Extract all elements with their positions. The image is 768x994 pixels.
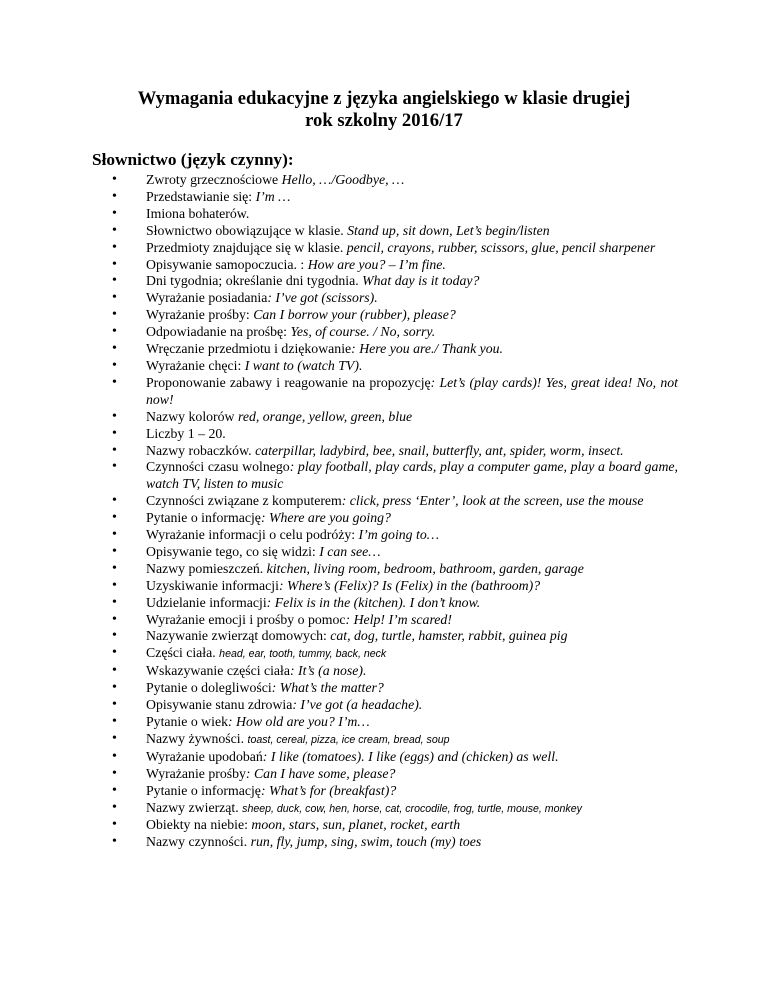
list-item (112, 595, 678, 612)
item-example: : Can I have some, please? (245, 765, 396, 781)
item-label: Nazywanie zwierząt domowych: (146, 628, 331, 644)
list-item (112, 800, 678, 818)
item-example: toast, cereal, pizza, ice cream, bread, soup (247, 733, 450, 746)
item-label: Czynności związane z komputerem (146, 493, 342, 509)
item-example: : Help! I’m scared! (345, 611, 452, 627)
item-label: Przedstawianie się: (146, 188, 256, 204)
item-example: I want to (watch TV). (244, 357, 363, 373)
item-example: How are you? – I’m fine. (307, 256, 446, 272)
list-item (112, 783, 678, 800)
item-label: Zwroty grzecznościowe (146, 172, 282, 187)
item-example: moon, stars, sun, planet, rocket, earth (251, 817, 461, 833)
item-label: Wyrażanie chęci: (146, 357, 245, 373)
list-item (112, 749, 678, 766)
item-example: : click, press ‘Enter’, look at the screen, use the mouse (341, 493, 644, 509)
item-label: Imiona bohaterów. (146, 205, 250, 221)
list-item (112, 510, 678, 527)
list-item (112, 375, 678, 409)
item-example: : It’s (a nose). (290, 663, 367, 679)
item-example: : I’ve got (a headache). (292, 697, 423, 713)
item-label: Słownictwo obowiązujące w klasie. (146, 222, 348, 238)
item-example: caterpillar, ladybird, bee, snail, butterfly, ant, spider, worm, insect. (255, 442, 624, 458)
list-item (112, 680, 678, 697)
list-item (112, 324, 678, 341)
item-example: : play football, play cards, play a computer game, play a board game, watch TV, listen to music (146, 459, 678, 492)
item-label: Pytanie o dolegliwości (146, 680, 272, 696)
item-example: I’m … (255, 188, 291, 204)
list-item (112, 409, 678, 426)
item-example: What day is it today? (362, 273, 480, 289)
item-label: Nazwy robaczków. (146, 442, 256, 458)
list-item (112, 817, 678, 834)
list-item (112, 628, 678, 645)
item-label: Części ciała. (146, 645, 220, 661)
item-label: Uzyskiwanie informacji (146, 577, 279, 593)
item-example: sheep, duck, cow, hen, horse, cat, crocodile, frog, turtle, mouse, monkey (242, 802, 582, 815)
item-example: head, ear, tooth, tummy, back, neck (219, 648, 387, 661)
item-label: Nazwy zwierząt. (146, 799, 243, 815)
item-example: : What’s the matter? (271, 680, 384, 696)
item-label: Wskazywanie części ciała (146, 663, 291, 679)
list-item (112, 426, 678, 443)
item-label: Czynności czasu wolnego (146, 459, 290, 475)
item-label: Wyrażanie informacji o celu podróży: (146, 527, 359, 543)
item-example: I can see… (319, 543, 381, 559)
list-item (112, 358, 678, 375)
item-example: Yes, of course. / No, sorry. (290, 324, 436, 340)
item-example: : How old are you? I’m… (228, 714, 370, 729)
list-item (112, 172, 678, 189)
item-label: Wyrażanie upodobań (146, 748, 263, 764)
item-label: Liczby 1 – 20. (146, 425, 226, 441)
item-example: : Where are you going? (260, 510, 391, 526)
item-example: Can I borrow your (rubber), please? (253, 307, 456, 323)
list-item (112, 341, 678, 358)
list-item (112, 290, 678, 307)
item-label: Nazwy żywności. (146, 730, 248, 746)
list-item (112, 206, 678, 223)
item-label: Pytanie o informację (146, 782, 261, 798)
vocabulary-list (112, 172, 678, 851)
list-item (112, 527, 678, 544)
item-label: Przedmioty znajdujące się w klasie. (146, 239, 347, 255)
list-item (112, 223, 678, 240)
item-example: Stand up, sit down, Let’s begin/listen (347, 222, 550, 238)
title-line-1: Wymagania edukacyjne z języka angielskiego w klasie drugiej (137, 88, 631, 109)
section-heading: Słownictwo (język czynny): (92, 150, 294, 169)
list-item (112, 714, 678, 731)
item-label: Odpowiadanie na prośbę: (146, 324, 291, 340)
item-label: Wyrażanie posiadania (146, 290, 268, 306)
item-label: Pytanie o wiek (146, 714, 228, 729)
list-item (112, 834, 678, 851)
item-example: pencil, crayons, rubber, scissors, glue, pencil sharpener (346, 239, 656, 255)
list-item (112, 578, 678, 595)
item-label: Wyrażanie prośby: (146, 307, 254, 323)
item-example: red, orange, yellow, green, blue (237, 408, 413, 424)
item-label: Obiekty na niebie: (146, 817, 252, 833)
item-label: Opisywanie tego, co się widzi: (146, 543, 320, 559)
item-label: Pytanie o informację (146, 510, 261, 526)
list-item (112, 697, 678, 714)
item-example: kitchen, living room, bedroom, bathroom, garden, garage (266, 560, 584, 576)
item-label: Dni tygodnia; określanie dni tygodnia. (146, 273, 363, 289)
item-label: Proponowanie zabawy i reagowanie na propozycję (146, 374, 431, 390)
item-label: Wyrażanie prośby (146, 765, 246, 781)
item-label: Nazwy czynności. (146, 834, 251, 850)
item-label: Nazwy kolorów (146, 408, 238, 424)
item-example: : Let’s (play cards)! Yes, great idea! No, not now! (146, 374, 678, 407)
list-item (112, 663, 678, 680)
item-label: Opisywanie stanu zdrowia (146, 697, 293, 713)
item-example: : Where’s (Felix)? Is (Felix) in the (bathroom)? (278, 577, 541, 593)
list-item (112, 273, 678, 290)
item-label: Nazwy pomieszczeń. (146, 560, 267, 576)
item-label: Wręczanie przedmiotu i dziękowanie (146, 341, 352, 357)
item-label: Wyrażanie emocji i prośby o pomoc (146, 611, 346, 627)
list-item (112, 307, 678, 324)
document-title (60, 88, 708, 132)
list-item (112, 493, 678, 510)
item-example: Hello, …/Goodbye, … (281, 172, 405, 187)
list-item (112, 189, 678, 206)
list-item (112, 257, 678, 274)
title-line-2: rok szkolny 2016/17 (305, 110, 463, 131)
item-example: : What’s for (breakfast)? (260, 782, 397, 798)
item-example: : I like (tomatoes). I like (eggs) and (chicken) as well. (262, 748, 559, 764)
list-item (112, 240, 678, 257)
item-example: : Here you are./ Thank you. (351, 341, 504, 357)
list-item (112, 766, 678, 783)
list-item (112, 731, 678, 749)
list-item (112, 645, 678, 663)
item-example: : I’ve got (scissors). (267, 290, 378, 306)
list-item (112, 459, 678, 493)
list-item (112, 544, 678, 561)
list-item (112, 443, 678, 460)
list-item (112, 561, 678, 578)
item-example: run, fly, jump, sing, swim, touch (my) toes (250, 834, 482, 850)
item-label: Udzielanie informacji (146, 594, 267, 610)
item-example: : Felix is in the (kitchen). I don’t know. (266, 594, 481, 610)
item-example: I’m going to… (358, 527, 440, 543)
item-label: Opisywanie samopoczucia. : (146, 256, 308, 272)
item-example: cat, dog, turtle, hamster, rabbit, guinea pig (330, 628, 568, 644)
list-item (112, 612, 678, 629)
